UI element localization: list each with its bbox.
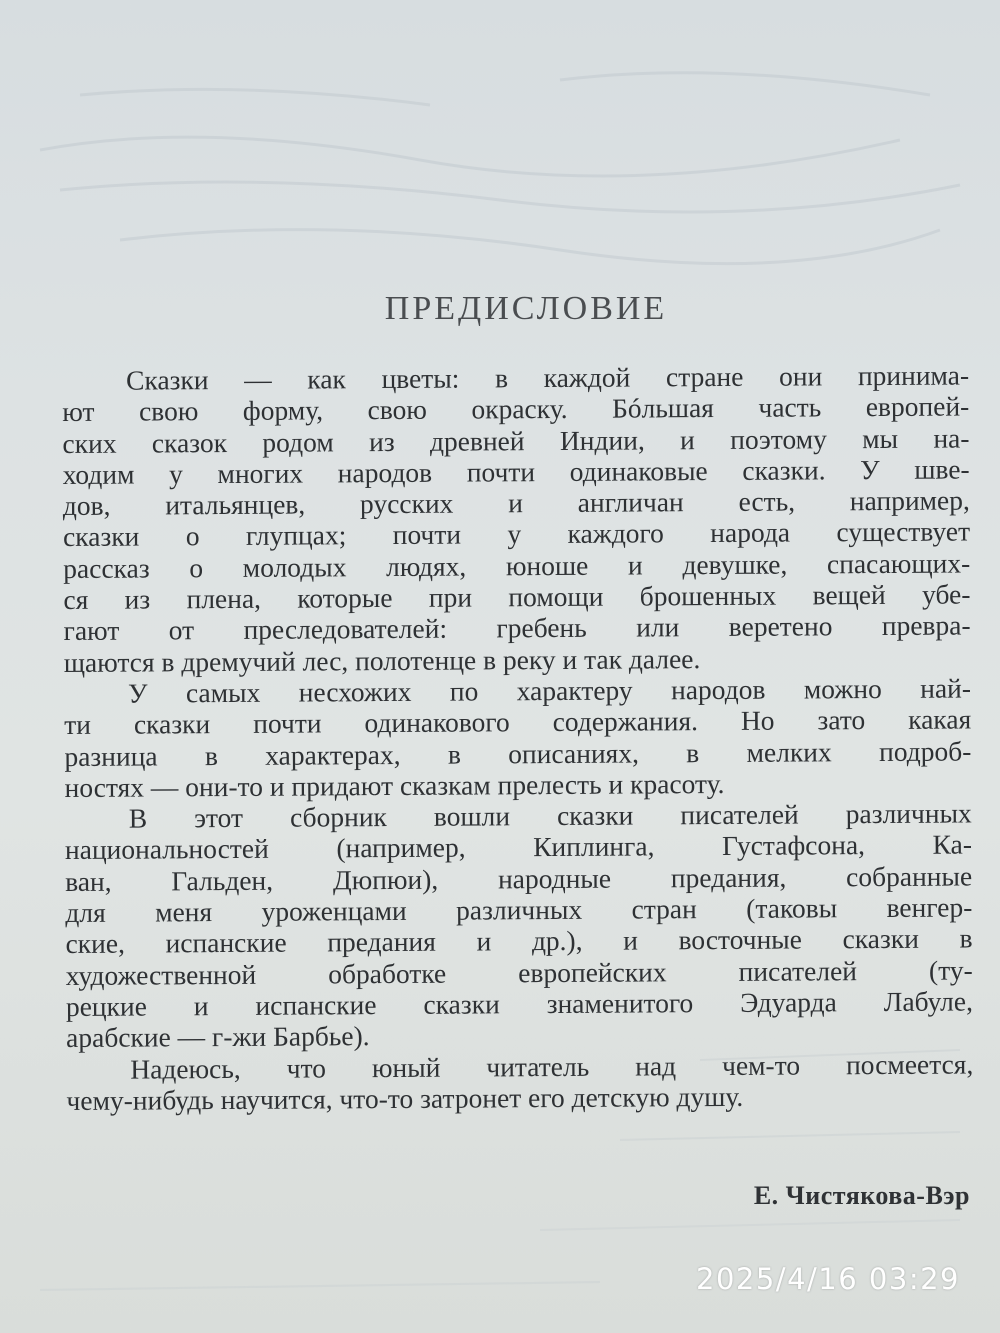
text-line: сказки о глупцах; почти у каждого народа существует (62, 515, 971, 553)
text-line: рассказ о молодых людях, юноше и девушке, спасающих- (63, 547, 971, 584)
paragraph-3 (65, 798, 974, 1054)
text-line: рецкие и испанские сказки знаменитого Эдуарда Лабуле, (65, 985, 973, 1022)
preface-text (62, 359, 974, 1116)
author-signature: Е. Чистякова-Вэр (753, 1181, 970, 1210)
text-line: гают от преследователей: гребень или веретено превра- (63, 609, 971, 647)
text-line: Надеюсь, что юный читатель над чем-то посмеется, (130, 1047, 974, 1085)
text-line: для меня уроженцами различных стран (таковы венгер- (65, 891, 973, 929)
text-line: арабские — г-жи Барбье). (66, 1020, 370, 1054)
photo-timestamp: 2025/4/16 03:29 (696, 1262, 960, 1296)
text-line: ти сказки почти одинакового содержания. Но зато какая (64, 703, 972, 741)
text-line: дов, итальянцев, русских и англичан есть, например, (62, 484, 970, 522)
text-line: художественной обработке европейских писателей (ту- (65, 954, 973, 991)
text-line: ские, испанские предания и др.), и восточные сказки в (65, 922, 973, 960)
text-line: Сказки — как цветы: в каждой стране они принима- (125, 359, 970, 396)
paragraph-4 (66, 1048, 973, 1116)
text-line: У самых несхожих по характеру народов можно най- (127, 672, 972, 709)
paragraph-2 (64, 672, 972, 803)
paragraph-1 (62, 359, 971, 678)
text-line: ван, Гальден, Дюпюи), народные предания, собранные (65, 860, 973, 897)
text-line: чему-нибудь научится, что-то затронет его детскую душу. (66, 1080, 744, 1116)
text-line: ют свою форму, свою окраску. Бóльшая часть европей- (62, 390, 970, 428)
text-line: щаются в дремучий лес, полотенце в реку и так далее. (63, 642, 701, 678)
text-line: ся из плена, которые при помощи брошенных вещей убе- (63, 578, 971, 616)
text-line: разница в характерах, в описаниях, в мелких подроб- (64, 735, 972, 772)
page-title: ПРЕДИСЛОВИЕ (384, 290, 668, 327)
text-line: ностях — они-то и придают сказкам прелесть и красоту. (64, 767, 725, 803)
text-line: ских сказок родом из древней Индии, и поэтому мы на- (62, 422, 970, 459)
text-line: В этот сборник вошли сказки писателей различных (128, 797, 972, 834)
text-line: ходим у многих народов почти одинаковые сказки. У шве- (62, 453, 970, 490)
text-line: национальностей (например, Киплинга, Густафсона, Ка- (64, 828, 973, 866)
